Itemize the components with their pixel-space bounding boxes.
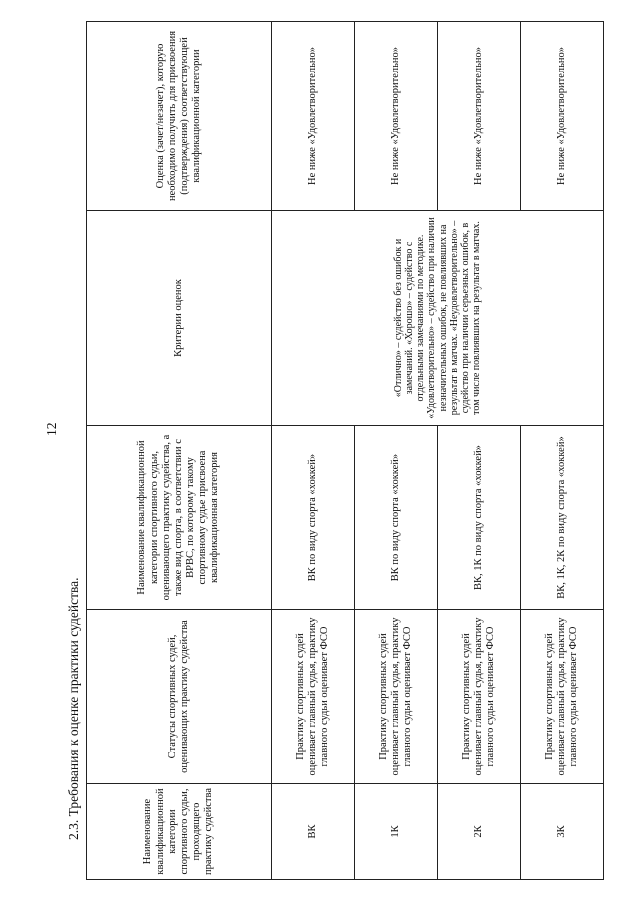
grade-cell: Не ниже «Удовлетворительно» <box>272 22 355 211</box>
status-cell: Практику спортивных судей оценивает главный судья, практику главного судьи оценивает ФСО <box>521 610 604 784</box>
evaluator-cell: ВК, 1К по виду спорта «хоккей» <box>438 426 521 610</box>
judging-requirements-table <box>86 21 604 880</box>
status-cell: Практику спортивных судей оценивает главный судья, практику главного судьи оценивает ФСО <box>272 610 355 784</box>
category-cell: 1К <box>355 784 438 880</box>
section-heading: 2.3. Требования к оценке практики судейства. <box>66 577 81 840</box>
table-header-row <box>87 22 272 880</box>
category-cell: ВК <box>272 784 355 880</box>
criteria-cell: «Отлично» – судейство без ошибок и замечаний. «Хорошо» – судейство с отдельными замечаниями по методике. «Удовлетворительно» – судейство при наличии незначительных ошибок, не повлиявших на результат в матчах. «Неудовлетворительно» – судейство при наличии серьезных ошибок, в том числе повлиявших на результат в матчах. <box>272 211 604 426</box>
evaluator-cell: ВК по виду спорта «хоккей» <box>272 426 355 610</box>
evaluator-cell: ВК по виду спорта «хоккей» <box>355 426 438 610</box>
table-row <box>355 22 438 880</box>
page-number: 12 <box>44 422 59 436</box>
table-row <box>438 22 521 880</box>
header-evaluator: Наименование квалификационной категории спортивного судьи, оценивающего практику судейства, а также вид спорта, в соответствии с ВРВС, по которому такому спортивному судье присвоена квалификационная категория <box>87 426 272 610</box>
table-row <box>521 22 604 880</box>
grade-cell: Не ниже «Удовлетворительно» <box>355 22 438 211</box>
status-cell: Практику спортивных судей оценивает главный судья, практику главного судьи оценивает ФСО <box>438 610 521 784</box>
table-row <box>272 22 355 880</box>
category-cell: 2К <box>438 784 521 880</box>
grade-cell: Не ниже «Удовлетворительно» <box>438 22 521 211</box>
evaluator-cell: ВК, 1К, 2К по виду спорта «хоккей» <box>521 426 604 610</box>
header-criteria: Критерии оценок <box>87 211 272 426</box>
grade-cell: Не ниже «Удовлетворительно» <box>521 22 604 211</box>
category-cell: 3К <box>521 784 604 880</box>
status-cell: Практику спортивных судей оценивает главный судья, практику главного судьи оценивает ФСО <box>355 610 438 784</box>
header-grade: Оценка (зачет/незачет), которую необходимо получить для присвоения (подтверждения) соответствующей квалификационной категории <box>87 22 272 211</box>
header-status: Статусы спортивных судей, оценивающих практику судейства <box>87 610 272 784</box>
header-category: Наименование квалификационной категории спортивного судьи, проходящего практику судейства <box>87 784 272 880</box>
